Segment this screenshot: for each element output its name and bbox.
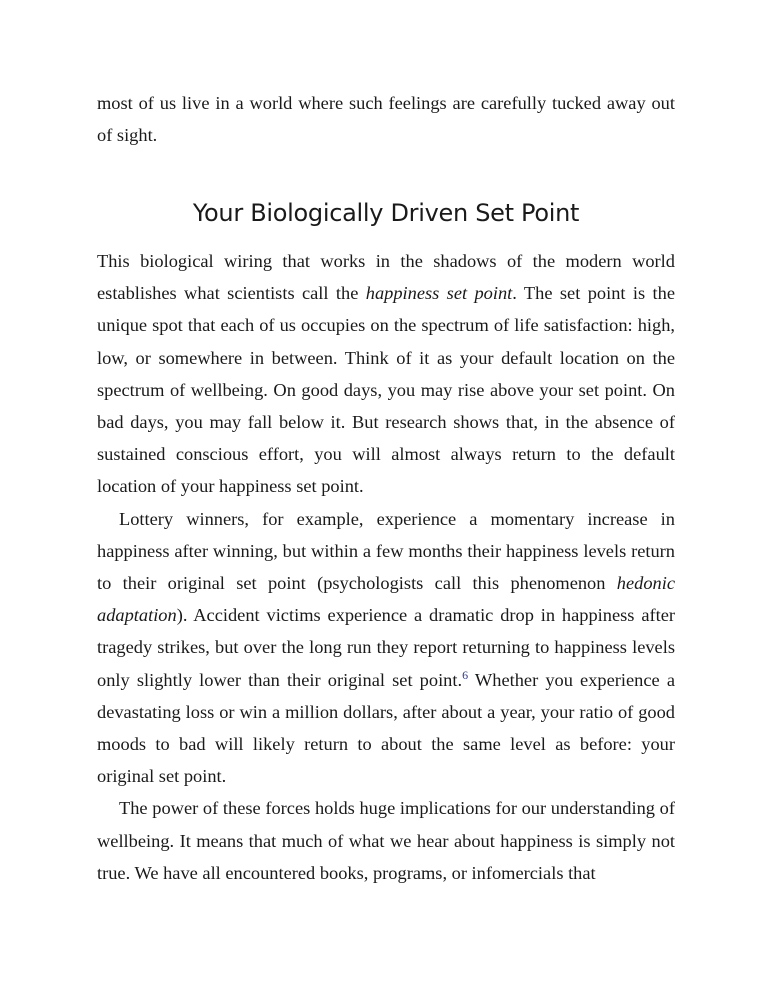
paragraph-lottery-example [97,503,675,793]
section-body [97,245,675,889]
paragraph-text: This biological wiring that works in the shadows of the modern world establishes what scientists call the [97,251,675,304]
paragraph-set-point-definition [97,245,675,503]
paragraph-text: . The set point is the unique spot that each of us occupies on the spectrum of life satisfaction: high, low, or somewhere in between. Think of it as your default location on the spectrum of wellbeing. On good days, you may rise above your set point. On bad days, you may fall below it. But research shows that, in the absence of sustained conscious effort, you will almost always return to the default location of your happiness set point. [97,283,675,497]
emphasized-term: happiness set point [365,283,513,304]
paragraph-implications: The power of these forces holds huge implications for our understanding of wellbeing. It means that much of what we hear about happiness is simply not true. We have all encountered books, programs, or infomercials that [97,798,675,883]
carryover-paragraph: most of us live in a world where such feelings are carefully tucked away out of sight. [97,93,675,146]
paragraph-text: Whether you experience a devastating loss or win a million dollars, after about a year, your ratio of good moods to bad will likely return to about the same level as before: your original set point. [97,669,675,787]
section-heading: Your Biologically Driven Set Point [192,199,580,227]
emphasized-term: hedonic adaptation [97,573,675,626]
paragraph-text: Lottery winners, for example, experience a momentary increase in happiness after winning, but within a few months their happiness levels return to their original set point (psychologists call this phenomenon [97,508,675,594]
footnote-reference[interactable]: 6 [462,667,469,682]
paragraph-text: ). Accident victims experience a dramatic drop in happiness after tragedy strikes, but over the long run they report returning to happiness levels only slightly lower than their original set point. [97,605,675,690]
